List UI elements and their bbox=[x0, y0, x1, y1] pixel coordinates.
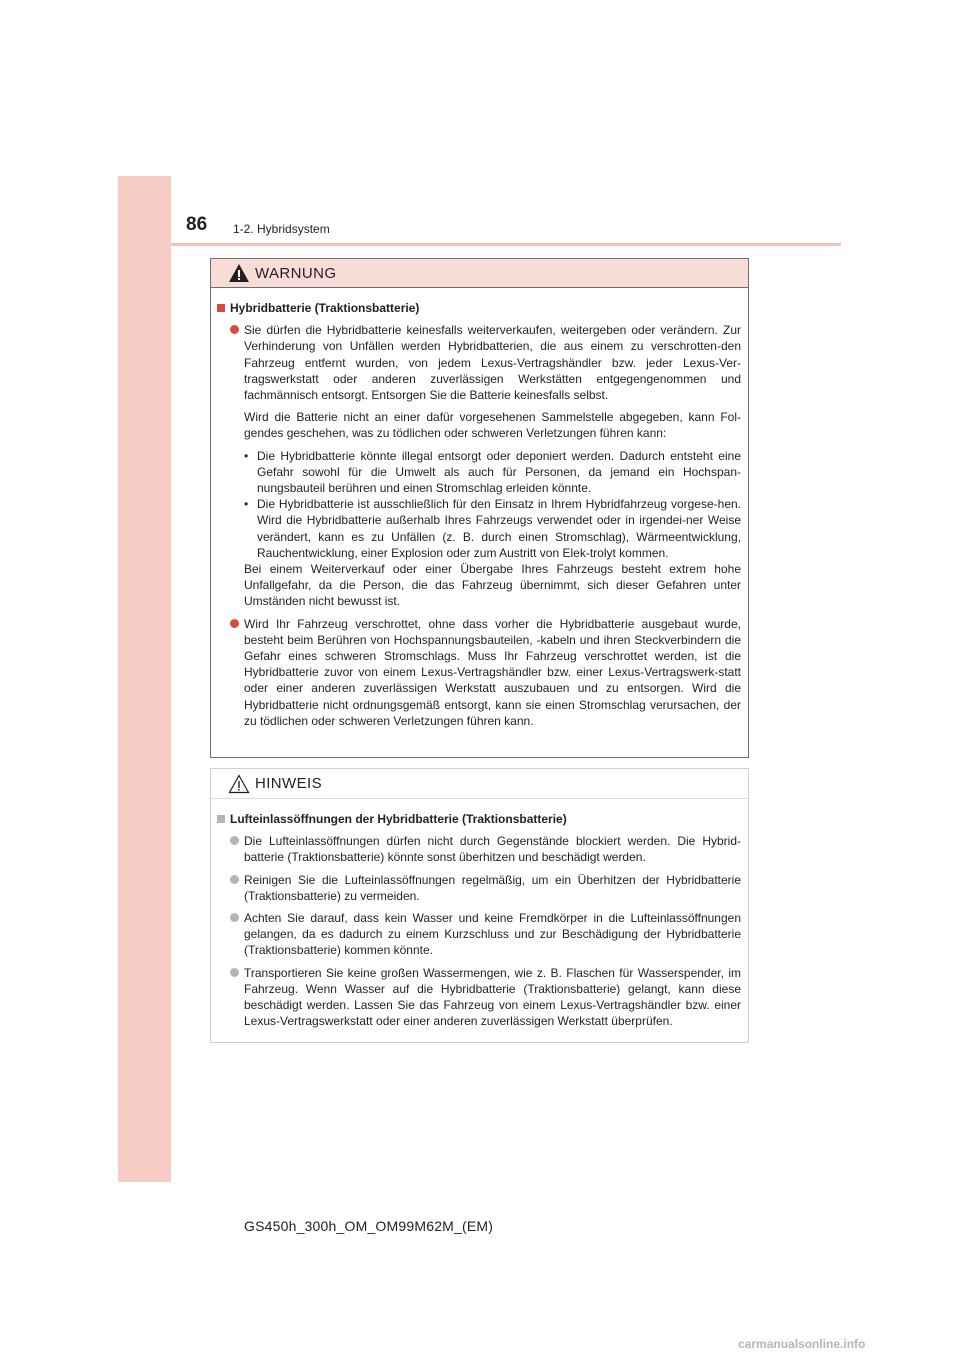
watermark: carmanualsonline.info bbox=[738, 1337, 866, 1351]
side-color-strip bbox=[118, 176, 171, 1182]
list-item bbox=[230, 872, 741, 904]
section-title: 1-2. Hybridsystem bbox=[233, 222, 330, 236]
list-item bbox=[244, 496, 741, 561]
paragraph: Bei einem Weiterverkauf oder einer Übergabe Ihres Fahrzeugs besteht extrem hohe Unfallgefahr, da die Person, die das Fahrzeug übernimmt, sich dieser Gefahren unter Umständen nicht bewusst ist. bbox=[244, 562, 741, 609]
list-item bbox=[230, 322, 741, 403]
notice-content bbox=[211, 799, 748, 1029]
notice-heading-text: Lufteinlassöffnungen der Hybridbatterie (Traktionsbatterie) bbox=[230, 812, 567, 826]
warning-content bbox=[211, 288, 748, 729]
list-item bbox=[244, 448, 741, 497]
header-rule bbox=[171, 243, 841, 246]
bullet-text: Achten Sie darauf, dass kein Wasser und keine Fremdkörper in die Lufteinlassöffnungen gelangen, da es dadurch zu einem Kurzschluss und zur Beschädigung der Hybridbatterie (Traktionsbatterie) kommen könnte. bbox=[244, 911, 741, 958]
round-bullet-icon bbox=[230, 913, 239, 922]
list-item bbox=[230, 910, 741, 959]
dash-marker: • bbox=[244, 448, 249, 463]
notice-heading bbox=[217, 811, 741, 827]
square-bullet-icon bbox=[217, 815, 225, 823]
round-bullet-icon bbox=[230, 875, 239, 884]
round-bullet-icon bbox=[230, 619, 239, 628]
list-item bbox=[230, 833, 741, 865]
warning-title: WARNUNG bbox=[255, 264, 337, 282]
caution-triangle-outline-icon bbox=[228, 774, 250, 794]
document-code: GS450h_300h_OM_OM99M62M_(EM) bbox=[244, 1218, 494, 1234]
dash-text: Die Hybridbatterie ist ausschließlich für den Einsatz in Ihrem Hybridfahrzeug vorgese-hen. Wird die Hybridbatterie außerhalb Ihres Fahrzeugs verwendet oder in irgendei-ner Weise verändert, kann es zu Unfällen (z. B. durch einen Stromschlag), Wärmeentwicklung, Rauchentwicklung, einer Explosion oder zum Austritt von Elek-trolyt kommen. bbox=[257, 497, 741, 560]
warning-header bbox=[211, 259, 748, 288]
warning-box bbox=[210, 258, 749, 758]
notice-title: HINWEIS bbox=[255, 775, 322, 792]
notice-box bbox=[210, 768, 749, 1043]
page-number: 86 bbox=[186, 214, 208, 235]
list-item bbox=[230, 616, 741, 729]
bullet-text: Wird Ihr Fahrzeug verschrottet, ohne dass vorher die Hybridbatterie ausgebaut wurde, besteht beim Berühren von Hochspannungsbauteilen, -kabeln und ihren Steckverbindern die Gefahr eines schweren Stromschlags. Muss Ihr Fahrzeug verschrottet werden, ist die Hybridbatterie zuvor von einem Lexus-Vertragshändler bzw. einer Lexus-Vertragswerk-statt oder einer anderen zuverlässigen Werkstatt auszubauen und zu entsorgen. Wird die Hybridbatterie nicht ordnungsgemäß entsorgt, kann sie einen Stromschlag verursachen, der zu tödlichen oder schweren Verletzungen führen kann. bbox=[244, 616, 741, 728]
dash-marker: • bbox=[244, 497, 249, 512]
round-bullet-icon bbox=[230, 836, 239, 845]
warning-triangle-icon bbox=[228, 263, 250, 283]
square-bullet-icon bbox=[217, 304, 225, 312]
bullet-text: Die Lufteinlassöffnungen dürfen nicht durch Gegenstände blockiert werden. Die Hybrid-batterie (Traktionsbatterie) könnte sonst überhitzen und beschädigt werden. bbox=[244, 834, 741, 865]
bullet-text: Reinigen Sie die Lufteinlassöffnungen regelmäßig, um ein Überhitzen der Hybridbatterie (Traktionsbatterie) zu vermeiden. bbox=[244, 872, 741, 903]
warning-heading bbox=[217, 300, 741, 316]
bullet-text: Sie dürfen die Hybridbatterie keinesfalls weiterverkaufen, weitergeben oder verändern. Zur Verhinderung von Unfällen werden Hybridbatterien, die aus einem zu verschrotten-den Fahrzeug entfernt wurden, von jedem Lexus-Vertragshändler bzw. jeder Lexus-Ver-tragswerkstatt oder anderen zuverlässigen Werkstätten entgegengenommen und fachmännisch entsorgt. Entsorgen Sie die Batterie keinesfalls selbst. bbox=[244, 323, 741, 403]
bullet-text: Transportieren Sie keine großen Wassermengen, wie z. B. Flaschen für Wasserspender, im Fahrzeug. Wenn Wasser auf die Hybridbatterie (Traktionsbatterie) gelangt, kann diese beschädigt werden. Lassen Sie das Fahrzeug von einem Lexus-Vertragshändler bzw. einer Lexus-Vertragswerkstatt oder einer anderen zuverlässigen Werkstatt überprüfen. bbox=[244, 965, 741, 1029]
round-bullet-icon bbox=[230, 968, 239, 977]
paragraph: Wird die Batterie nicht an einer dafür vorgesehenen Sammelstelle abgegeben, kann Fol-gendes geschehen, was zu tödlichen oder schweren Verletzungen führen kann: bbox=[244, 410, 741, 441]
dash-text: Die Hybridbatterie könnte illegal entsorgt oder deponiert werden. Dadurch entsteht eine Gefahr sowohl für die Umwelt als auch für Personen, da jemand ein Hochspan-nungsbauteil berühren und einen Stromschlag erleiden könnte. bbox=[257, 448, 741, 496]
notice-header bbox=[211, 769, 748, 799]
warning-heading-text: Hybridbatterie (Traktionsbatterie) bbox=[230, 301, 420, 315]
list-item bbox=[230, 965, 741, 1030]
round-bullet-icon bbox=[230, 325, 239, 334]
